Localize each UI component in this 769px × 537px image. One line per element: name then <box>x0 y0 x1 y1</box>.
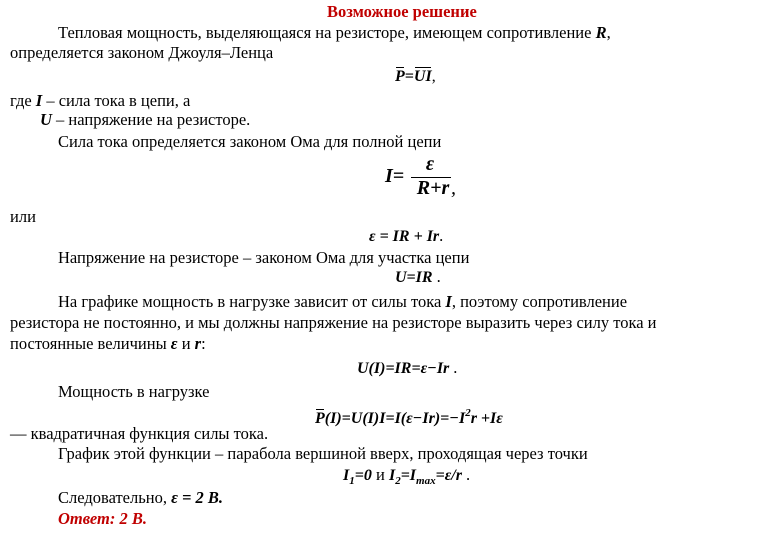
formula-joule-lenz <box>395 67 436 87</box>
vector-ui: UI <box>413 68 432 85</box>
formula-emf <box>369 226 443 247</box>
punct: , <box>431 68 436 85</box>
formula-text: =ε/r <box>435 467 462 484</box>
exponent: 2 <box>465 407 471 419</box>
vector-p: P <box>395 68 405 85</box>
sub-2: 2 <box>395 475 401 487</box>
vector-p: P <box>315 410 325 427</box>
punct: : <box>201 334 206 353</box>
paragraph-4-line-1 <box>58 292 627 312</box>
conclusion <box>58 488 223 508</box>
formula-u-of-i <box>357 358 457 379</box>
punct: . <box>465 465 471 484</box>
sub-1: 1 <box>349 475 355 487</box>
paragraph-7: График этой функции – парабола вершиной вверх, проходящая через точки <box>58 444 588 463</box>
answer: Ответ: 2 В. <box>58 509 147 528</box>
formula-power <box>315 403 503 429</box>
text: На графике мощность в нагрузке зависит от силы тока <box>58 292 446 311</box>
formula-text: U=IR <box>395 269 433 286</box>
formula-text: =I <box>400 467 417 484</box>
text: , поэтому сопротивление <box>451 292 628 311</box>
or-text: или <box>10 207 36 226</box>
text: и <box>177 334 195 353</box>
var-i: I <box>445 292 452 311</box>
lhs: I= <box>385 165 405 187</box>
and-text: и <box>371 465 389 484</box>
var-u: U <box>40 110 52 129</box>
text: Тепловая мощность, выделяющаяся на резисторе, имеющем сопротивление <box>58 23 596 42</box>
numerator: ε <box>425 153 435 175</box>
formula-roots <box>343 465 470 491</box>
var-i1: I <box>343 467 350 484</box>
formula-ohm-full-circuit <box>385 153 475 205</box>
eq: = <box>404 68 414 85</box>
denominator: R+r <box>416 177 450 199</box>
var-r-small: r <box>194 334 202 353</box>
punct: . <box>436 267 441 286</box>
paragraph-2: Сила тока определяется законом Ома для полной цепи <box>58 132 442 151</box>
text: Следовательно, <box>58 488 172 507</box>
formula-text: (I)=U(I)I=I(ε−Ir)=−I <box>324 410 466 427</box>
paragraph-1-line-1 <box>58 23 611 43</box>
where-line-1 <box>10 91 190 111</box>
paragraph-5: Мощность в нагрузке <box>58 382 210 401</box>
formula-text: U(I)=IR=ε−Ir <box>357 360 450 377</box>
paragraph-4-line-3 <box>10 334 206 354</box>
var-emf: ε <box>170 334 178 353</box>
formula-text: r +Iε <box>470 410 503 427</box>
punct: , <box>451 177 456 199</box>
punct: , <box>606 23 611 42</box>
formula-text: =0 <box>354 467 372 484</box>
formula-text: ε = IR + Ir <box>369 228 440 245</box>
where-line-2 <box>40 110 250 130</box>
paragraph-1-line-2: определяется законом Джоуля–Ленца <box>10 43 274 62</box>
var-i2: I <box>388 467 396 484</box>
text: – напряжение на резисторе. <box>51 110 251 129</box>
punct: . <box>453 358 458 377</box>
paragraph-3: Напряжение на резисторе – законом Ома для участка цепи <box>58 248 470 267</box>
text: где <box>10 91 36 110</box>
paragraph-6: — квадратичная функция силы тока. <box>10 424 269 443</box>
paragraph-4-line-2: резистора не постоянно, и мы должны напряжение на резисторе выразить через силу тока и <box>10 313 657 332</box>
conclusion-value: ε = 2 В. <box>171 488 224 507</box>
formula-ohm-segment <box>395 267 441 288</box>
text: – сила тока в цепи, а <box>42 91 191 110</box>
solution-title: Возможное решение <box>327 2 477 21</box>
punct: . <box>439 226 444 245</box>
text: постоянные величины <box>10 334 171 353</box>
var-i: I <box>35 91 43 110</box>
sub-max: max <box>416 475 436 487</box>
var-r: R <box>595 23 607 42</box>
